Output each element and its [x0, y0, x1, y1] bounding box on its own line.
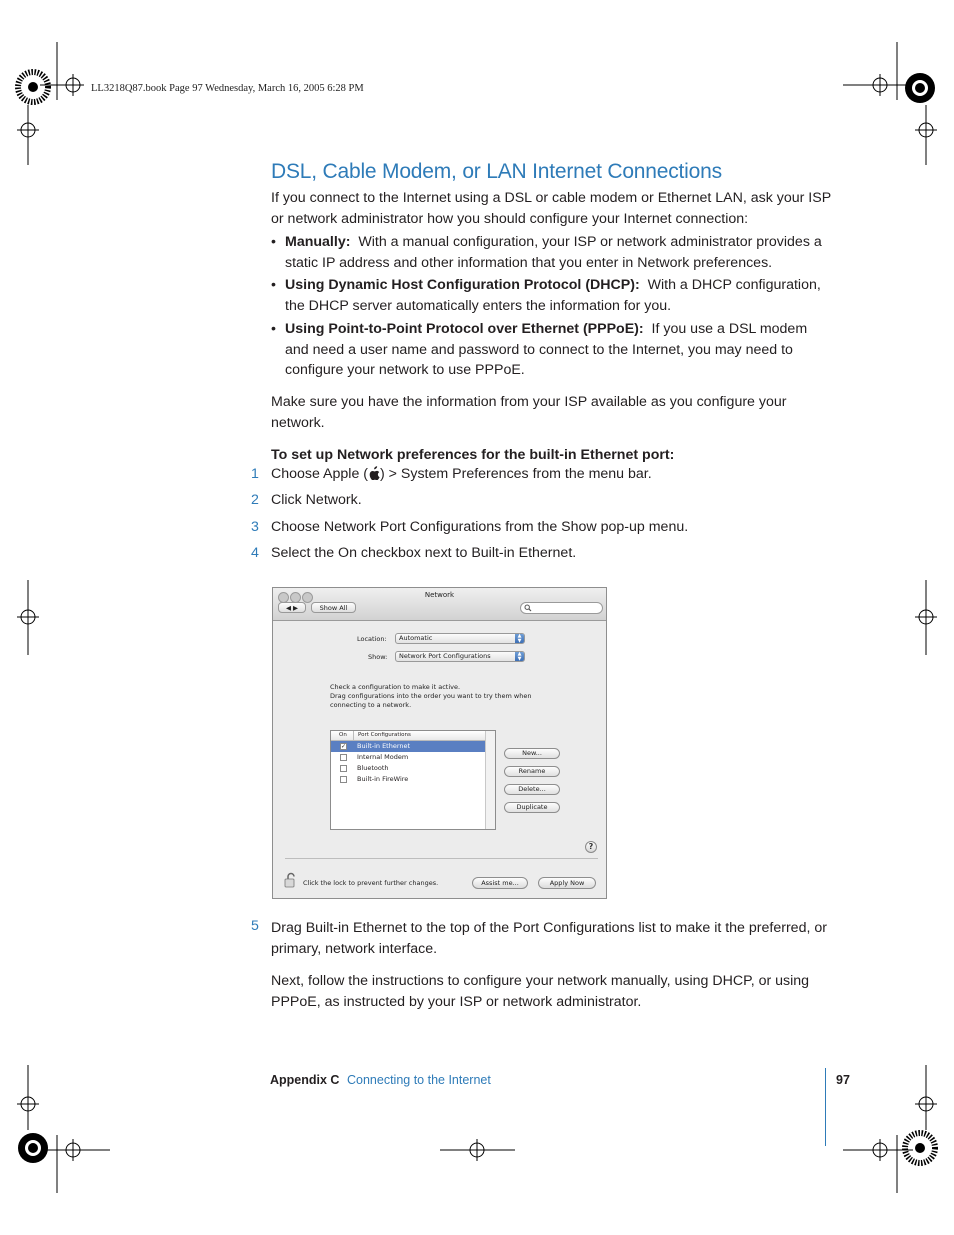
popup-arrows-icon: ▲ ▼ [515, 652, 524, 661]
print-header: LL3218Q87.book Page 97 Wednesday, March 16, 2005 6:28 PM [91, 83, 364, 94]
column-header-port-configurations[interactable]: Port Configurations [358, 732, 411, 738]
bullet-text: With a DHCP configuration, the DHCP server automatically enters the information for you. [285, 277, 821, 314]
step-number: 2 [251, 492, 259, 508]
instruction-line: connecting to a network. [330, 701, 412, 709]
closing-paragraph: Next, follow the instructions to configure your network manually, using DHCP, or using PPPoE, as instructed by your ISP or network administrator. [271, 973, 810, 1010]
step-text-before: Choose Apple ( [271, 466, 369, 482]
info-paragraph: Make sure you have the information from your ISP available as you configure your network. [271, 394, 787, 431]
port-name: Internal Modem [357, 753, 409, 761]
back-forward-button[interactable]: ◀ ▶ [278, 602, 306, 613]
bullet-lead: Using Dynamic Host Configuration Protocol (DHCP): [285, 277, 640, 293]
intro-paragraph: If you connect to the Internet using a DSL or cable modem or Ethernet LAN, ask your ISP or network administrator how you should configure your Internet connection: [271, 190, 831, 227]
popup-arrows-icon: ▲ ▼ [515, 634, 524, 643]
port-on-checkbox[interactable]: ✓ [341, 743, 347, 750]
duplicate-port-button[interactable]: Duplicate [504, 802, 560, 813]
column-header-on[interactable]: On [339, 732, 347, 738]
bullet-dot: • [271, 277, 276, 293]
instruction-line: Check a configuration to make it active. [330, 683, 461, 691]
location-label: Location: [357, 635, 387, 643]
location-value: Automatic [399, 634, 433, 642]
rename-port-button[interactable]: Rename [504, 766, 560, 777]
new-port-button[interactable]: New... [504, 748, 560, 759]
footer-section: Connecting to the Internet [347, 1073, 491, 1087]
bullet-text: With a manual configuration, your ISP or network administrator provides a static IP address and other information that you enter in Network preferences. [285, 234, 822, 271]
apply-now-button[interactable]: Apply Now [538, 877, 596, 889]
bullet-lead: Using Point-to-Point Protocol over Ethernet (PPPoE): [285, 321, 644, 337]
step-text: Click Network. [271, 492, 362, 508]
step-number: 4 [251, 545, 259, 561]
show-label: Show: [368, 653, 388, 661]
show-value: Network Port Configurations [399, 652, 491, 660]
step-text: Select the On checkbox next to Built-in Ethernet. [271, 545, 577, 561]
lock-text: Click the lock to prevent further changes. [303, 879, 439, 887]
step-number: 1 [251, 466, 259, 482]
port-name: Bluetooth [357, 764, 389, 772]
procedure-heading: To set up Network preferences for the built-in Ethernet port: [271, 447, 675, 463]
bullet-text: If you use a DSL modem and need a user name and password to connect to the Internet, you may need to configure your network to use PPPoE. [285, 321, 808, 378]
step-text-after: ) > System Preferences from the menu bar. [380, 466, 652, 482]
step-number: 3 [251, 519, 259, 535]
help-button[interactable]: ? [585, 841, 597, 853]
bullet-dot: • [271, 234, 276, 250]
port-name: Built-in Ethernet [357, 742, 411, 750]
footer-appendix: Appendix C [270, 1073, 340, 1087]
assist-me-button[interactable]: Assist me... [472, 877, 528, 889]
window-title: Network [424, 591, 455, 599]
instruction-line: Drag configurations into the order you want to try them when [330, 692, 532, 700]
show-all-button[interactable]: Show All [311, 602, 356, 613]
delete-port-button[interactable]: Delete... [504, 784, 560, 795]
page-number: 97 [836, 1073, 850, 1087]
step-text: Drag Built-in Ethernet to the top of the Port Configurations list to make it the preferred, or primary, network interface. [271, 920, 827, 957]
step-text: Choose Network Port Configurations from the Show pop-up menu. [271, 519, 689, 535]
step-number: 5 [251, 918, 259, 934]
bullet-dot: • [271, 321, 276, 337]
page-title: DSL, Cable Modem, or LAN Internet Connections [271, 160, 722, 183]
port-name: Built-in FireWire [357, 775, 409, 783]
bullet-lead: Manually: [285, 234, 351, 250]
